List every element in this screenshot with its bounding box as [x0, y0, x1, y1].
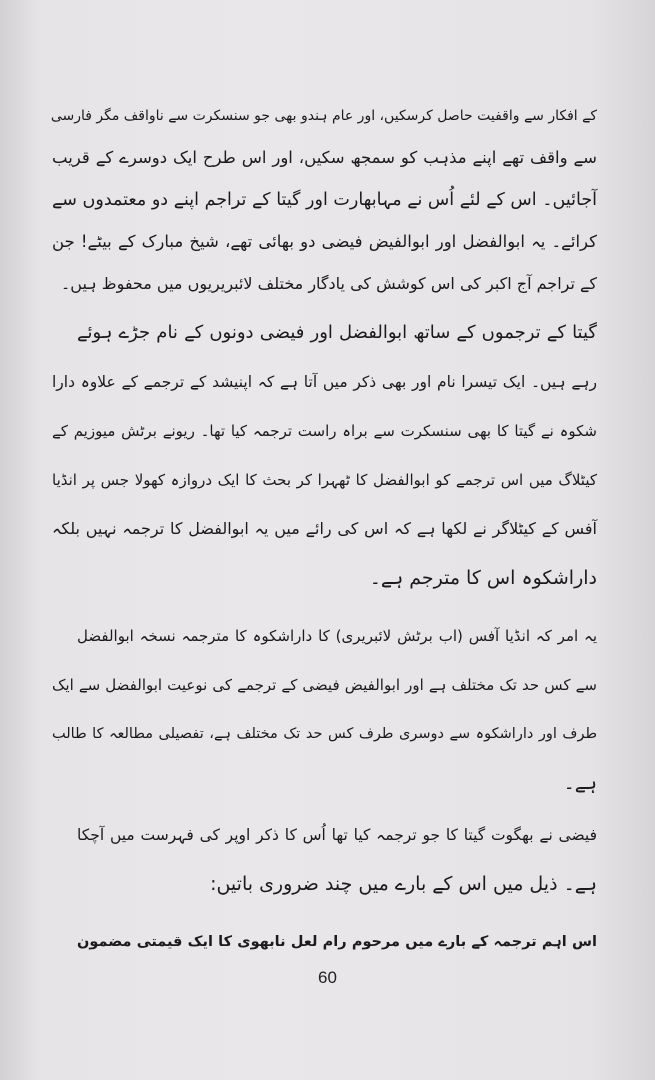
text-line: کیٹلاگ میں اس ترجمے کو ابوالفضل کا ٹھہرا کر بحث کا ایک دروازہ کھولا جس پر انڈیا: [52, 471, 597, 489]
text-line: کے افکار سے واقفیت حاصل کرسکیں، اور عام ہندو بھی جو سنسکرت سے ناواقف مگر فارسی: [50, 108, 597, 124]
text-line: سے کس حد تک مختلف ہے اور ابوالفیض فیضی کے ترجمے کی نوعیت ابوالفضل سے ایک: [52, 676, 597, 694]
text-line: سے واقف تھے اپنے مذہب کو سمجھ سکیں، اور اس طرح ایک دوسرے کے قریب: [52, 148, 597, 167]
text-line: کے تراجم آج اکبر کی اس کوشش کی یادگار مختلف لائبریریوں میں محفوظ ہیں۔: [60, 274, 597, 293]
text-line: اس اہم ترجمہ کے بارے میں مرحوم رام لعل نابھوی کا ایک قیمتی مضمون: [77, 934, 597, 950]
text-line: یہ امر کہ انڈیا آفس (اب برٹش لائبریری) کا داراشکوہ کا مترجمہ نسخہ ابوالفضل: [77, 627, 597, 645]
text-line: داراشکوہ اس کا مترجم ہے۔: [369, 567, 597, 589]
text-line: آجائیں۔ اس کے لئے اُس نے مہابھارت اور گیتا کے تراجم اپنے دو معتمدوں سے: [52, 190, 597, 210]
text-line: طرف اور داراشکوہ سے دوسری طرف کس حد تک مختلف ہے، تفصیلی مطالعہ کا طالب: [52, 726, 597, 742]
text-line: شکوہ نے گیتا کا بھی سنسکرت سے براہ راست ترجمہ کیا تھا۔ ریونے برٹش میوزیم کے: [52, 422, 597, 440]
page-number: 60: [318, 968, 337, 987]
text-line: فیضی نے بھگوت گیتا کا جو ترجمہ کیا تھا اُس کا ذکر اوپر کی فہرست میں آچکا: [77, 826, 597, 844]
text-line: ہے۔: [563, 772, 597, 794]
text-line: گیتا کے ترجموں کے ساتھ ابوالفضل اور فیضی دونوں کے نام جڑے ہوئے: [77, 322, 597, 343]
text-line: ہے۔ ذیل میں اس کے بارے میں چند ضروری باتیں:: [210, 873, 597, 895]
text-line: کرائے۔ یہ ابوالفضل اور ابوالفیض فیضی دو بھائی تھے، شیخ مبارک کے بیٹے! جن: [52, 232, 597, 251]
text-line: رہے ہیں۔ ایک تیسرا نام اور بھی ذکر میں آتا ہے کہ اپنیشد کے ترجمے کے علاوہ دارا: [52, 373, 597, 391]
text-line: آفس کے کیٹلاگر نے لکھا ہے کہ اس کی رائے میں یہ ابوالفضل کا ترجمہ نہیں بلکہ: [52, 519, 597, 538]
